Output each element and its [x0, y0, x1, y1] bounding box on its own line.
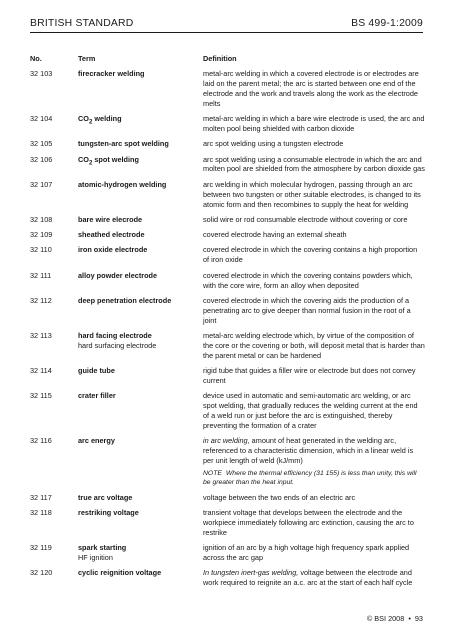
entry-definition-domain: In tungsten inert-gas welding,	[203, 568, 299, 578]
entry-term-text: iron oxide electrode	[78, 245, 148, 255]
entry-definition-text: metal-arc welding electrode which, by virtue of the composition of the core or the covering or both, will deposit metal that is harder than the parent metal or can be hardened	[203, 330, 425, 360]
entry-row	[30, 230, 425, 240]
entry-term-text: true arc voltage	[78, 492, 133, 502]
column-headers	[30, 54, 425, 66]
column-header-term: Term	[78, 54, 96, 63]
entry-row	[30, 493, 425, 503]
entry-number: 32 110	[30, 245, 52, 255]
entry-row	[30, 215, 425, 225]
entry-term-text: spot welding	[92, 154, 139, 164]
entry-row	[30, 436, 425, 487]
entry-term	[78, 391, 202, 401]
entry-number: 32 103	[30, 69, 53, 78]
entry-term	[78, 155, 202, 168]
entry-row	[30, 139, 425, 149]
entry-row	[30, 271, 425, 291]
entry-term-text: restriking voltage	[78, 508, 139, 518]
entry-term	[78, 436, 202, 446]
entry-definition-text: covered electrode having an external sheath	[203, 230, 347, 240]
entry-number: 32 108	[30, 214, 53, 224]
entry-definition	[203, 139, 425, 149]
entry-definition-text: arc spot welding using a consumable electrode in which the arc and molten pool are shielded from the atmosphere by carbon dioxide gas	[203, 154, 425, 174]
entry-row	[30, 296, 425, 326]
entry-definition	[203, 114, 425, 134]
entry-term-subscript: 2	[88, 118, 93, 126]
entry-definition-text: amount of heat generated in the welding arc, referenced to a characteristic dimension, which in a linear weld is per unit length of weld (kJ/mm)	[203, 436, 414, 466]
entry-definition	[203, 436, 425, 466]
entry-definition	[203, 331, 425, 361]
entry-row	[30, 69, 425, 109]
entry-row	[30, 508, 425, 538]
page-header	[30, 18, 423, 33]
entry-term	[78, 139, 202, 149]
entry-definition	[203, 215, 425, 225]
entry-row	[30, 543, 425, 563]
entry-definition-text: rigid tube that guides a filler wire or electrode but does not convey current	[203, 366, 416, 385]
entry-definition-text: covered electrode in which the covering contains powders which, with the core wire, form an alloy when deposited	[203, 270, 413, 290]
entry-number: 32 104	[30, 114, 53, 124]
entry-number: 32 111	[30, 270, 52, 280]
entry-note-label: NOTE	[203, 469, 222, 477]
entry-term	[78, 366, 202, 376]
entry-term	[78, 493, 202, 503]
header-standard-number: BS 499-1:2009	[351, 18, 423, 29]
entry-definition-text: covered electrode in which the covering aids the production of a penetrating arc to give deeper than normal fusion in the root of a joint	[203, 295, 411, 325]
entry-definition	[203, 366, 425, 386]
footer-copyright: © BSI 2008	[366, 614, 405, 623]
entry-row	[30, 366, 425, 386]
entry-number: 32 118	[30, 508, 52, 518]
entry-row	[30, 180, 425, 210]
entry-definition-text: ignition of an arc by a high voltage high frequency spark applied across the arc gap	[203, 543, 410, 563]
entry-term	[78, 543, 202, 563]
entry-term-text: welding	[92, 114, 122, 124]
entry-definition	[203, 180, 425, 210]
entry-definition-text: voltage between the two ends of an electric arc	[203, 492, 356, 502]
entry-term-text: bare wire elecrode	[78, 214, 143, 224]
entry-term	[78, 180, 202, 190]
entry-term	[78, 331, 202, 351]
entry-definition-domain: in arc welding,	[203, 436, 250, 446]
entry-number: 32 107	[30, 179, 53, 189]
entry-definition-text: metal-arc welding in which a covered electrode is or electrodes are laid on the parent metal; the arc is started between one end of the electrode and the work and travels along the work as the electrode melts	[203, 69, 419, 108]
entry-definition	[203, 230, 425, 240]
entry-term-text: deep penetration electrode	[78, 295, 172, 305]
entry-definition-text: transient voltage that develops between the electrode and the workpiece immediately following arc extinction, causing the arc to restrike	[203, 508, 414, 537]
entry-number: 32 112	[30, 295, 52, 305]
entry-row	[30, 568, 425, 588]
entry-number: 32 114	[30, 366, 52, 376]
entry-number: 32 117	[30, 492, 52, 502]
entry-term-text: spark starting	[78, 543, 127, 553]
entry-number: 32 109	[30, 230, 53, 240]
entry-term	[78, 245, 202, 255]
entry-number: 32 105	[30, 139, 53, 149]
entry-definition-text: arc spot welding using a tungsten electrode	[203, 139, 344, 149]
entry-term	[78, 296, 202, 306]
footer-bullet: •	[408, 614, 411, 623]
entry-definition-text: solid wire or rod consumable electrode without covering or core	[203, 214, 408, 224]
entry-term	[78, 69, 202, 79]
entry-number: 32 120	[30, 568, 53, 578]
entry-term-text: atomic-hydrogen welding	[78, 179, 167, 189]
entry-definition	[203, 155, 425, 175]
entry-term	[78, 568, 202, 578]
entry-row	[30, 331, 425, 361]
entry-term-alternative: HF ignition	[78, 553, 113, 563]
entry-row	[30, 114, 425, 134]
entry-definition	[203, 69, 425, 109]
column-header-no: No.	[30, 54, 42, 63]
entry-row	[30, 155, 425, 175]
entry-definition	[203, 296, 425, 326]
entry-term-text: alloy powder electrode	[78, 270, 158, 280]
entry-number: 32 116	[30, 436, 52, 446]
entry-term	[78, 271, 202, 281]
definitions-table	[30, 69, 425, 594]
entry-term-subscript: 2	[88, 158, 93, 166]
entry-number: 32 115	[30, 391, 52, 401]
entry-term	[78, 215, 202, 225]
entry-definition-text: covered electrode in which the covering contains a high proportion of iron oxide	[203, 245, 418, 265]
entry-row	[30, 245, 425, 265]
entry-term-text: hard facing electrode	[78, 330, 152, 340]
entry-number: 32 106	[30, 154, 53, 164]
entry-definition-text: device used in automatic and semi-automatic arc welding, or arc spot welding, that gradually reduces the welding current at the end of a weld run or just before the arc is extinguished, thereby preventing the formation of a crater	[203, 391, 418, 430]
footer-page-number: 93	[414, 614, 423, 623]
entry-definition	[203, 391, 425, 431]
entry-definition-text: metal-arc welding in which a bare wire electrode is used, the arc and molten pool being shielded with carbon dioxide	[203, 114, 425, 133]
entry-term-text: tungsten-arc spot welding	[78, 139, 169, 149]
header-title: BRITISH STANDARD	[30, 18, 134, 29]
entry-term-text: crater filler	[78, 391, 116, 401]
entry-term-text: cyclic reignition voltage	[78, 568, 162, 578]
entry-row	[30, 391, 425, 431]
entry-note-text: Where the thermal efficiency (31 155) is less than unity, this will be greater than the heat input.	[203, 469, 417, 487]
entry-term-text: firecracker welding	[78, 69, 145, 78]
entry-number: 32 119	[30, 543, 52, 553]
entry-term	[78, 114, 202, 127]
entry-definition	[203, 543, 425, 563]
entry-note	[203, 469, 425, 487]
entry-definition	[203, 493, 425, 503]
entry-definition-text: arc welding in which molecular hydrogen, passing through an arc between two tungsten or other suitable electrodes, is changed to its atomic form and then recombines to supply the heat for welding	[203, 179, 421, 209]
entry-term-text: sheathed electrode	[78, 230, 145, 240]
entry-term-text: guide tube	[78, 366, 115, 376]
entry-definition	[203, 568, 425, 588]
entry-definition	[203, 245, 425, 265]
entry-number: 32 113	[30, 330, 52, 340]
entry-term-text: arc energy	[78, 436, 115, 446]
entry-term-text: CO	[78, 154, 89, 164]
entry-term-alternative: hard surfacing electrode	[78, 340, 157, 350]
entry-definition	[203, 271, 425, 291]
entry-definition	[203, 508, 425, 538]
column-header-definition: Definition	[203, 54, 237, 63]
entry-term-text: CO	[78, 114, 89, 124]
page-footer	[367, 614, 423, 623]
entry-term	[78, 230, 202, 240]
entry-definition-text: voltage between the electrode and work required to reignite an a.c. arc at the start of each half cycle	[203, 568, 413, 588]
entry-term	[78, 508, 202, 518]
